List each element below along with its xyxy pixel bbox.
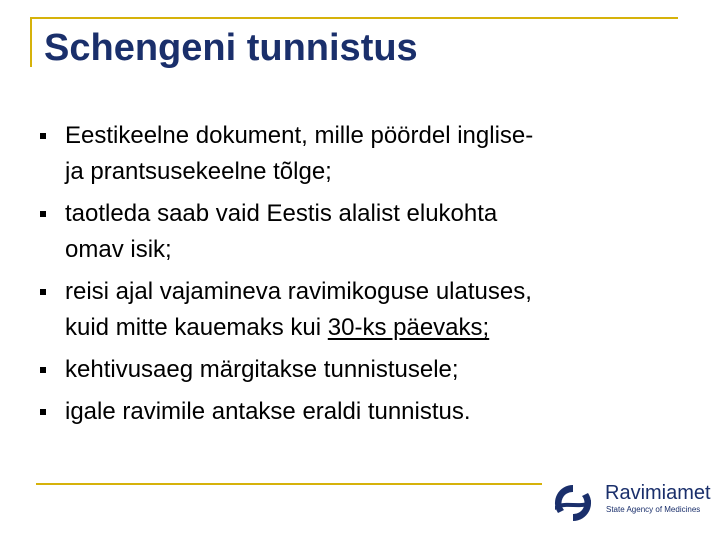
title-frame-top-line	[30, 17, 678, 19]
bullet-line: reisi ajal vajamineva ravimikoguse ulatuses,	[65, 278, 532, 305]
bullet-text	[65, 274, 677, 346]
title-frame-left-line	[30, 17, 32, 67]
bullet-line	[65, 310, 677, 346]
ravimiamet-logo-icon	[551, 481, 595, 525]
bullet-text	[65, 118, 677, 190]
bullet-line-text: kuid mitte kauemaks kui	[65, 314, 328, 341]
logo-subtitle: State Agency of Medicines	[606, 505, 701, 514]
bullet-line: taotleda saab vaid Eestis alalist elukohta	[65, 200, 498, 227]
slide-title: Schengeni tunnistus	[44, 27, 418, 69]
underlined-text: 30-ks päevaks;	[327, 314, 490, 341]
bullet-text	[65, 352, 677, 388]
bullet-square-icon	[40, 133, 46, 139]
bullet-square-icon	[40, 409, 46, 415]
logo-name: Ravimiamet	[605, 482, 711, 504]
bullet-text	[65, 196, 677, 268]
bullet-line: igale ravimile antakse eraldi tunnistus.	[65, 398, 471, 425]
bullet-square-icon	[40, 289, 46, 295]
bullet-line: Eestikeelne dokument, mille pöördel inglise-	[65, 122, 534, 149]
bullet-text	[65, 394, 677, 430]
bullet-square-icon	[40, 367, 46, 373]
footer-divider	[36, 483, 542, 485]
bullet-line: kehtivusaeg märgitakse tunnistusele;	[65, 356, 459, 383]
ravimiamet-logo	[551, 479, 711, 527]
bullet-line: omav isik;	[65, 236, 172, 263]
bullet-square-icon	[40, 211, 46, 217]
bullet-line: ja prantsusekeelne tõlge;	[65, 158, 332, 185]
